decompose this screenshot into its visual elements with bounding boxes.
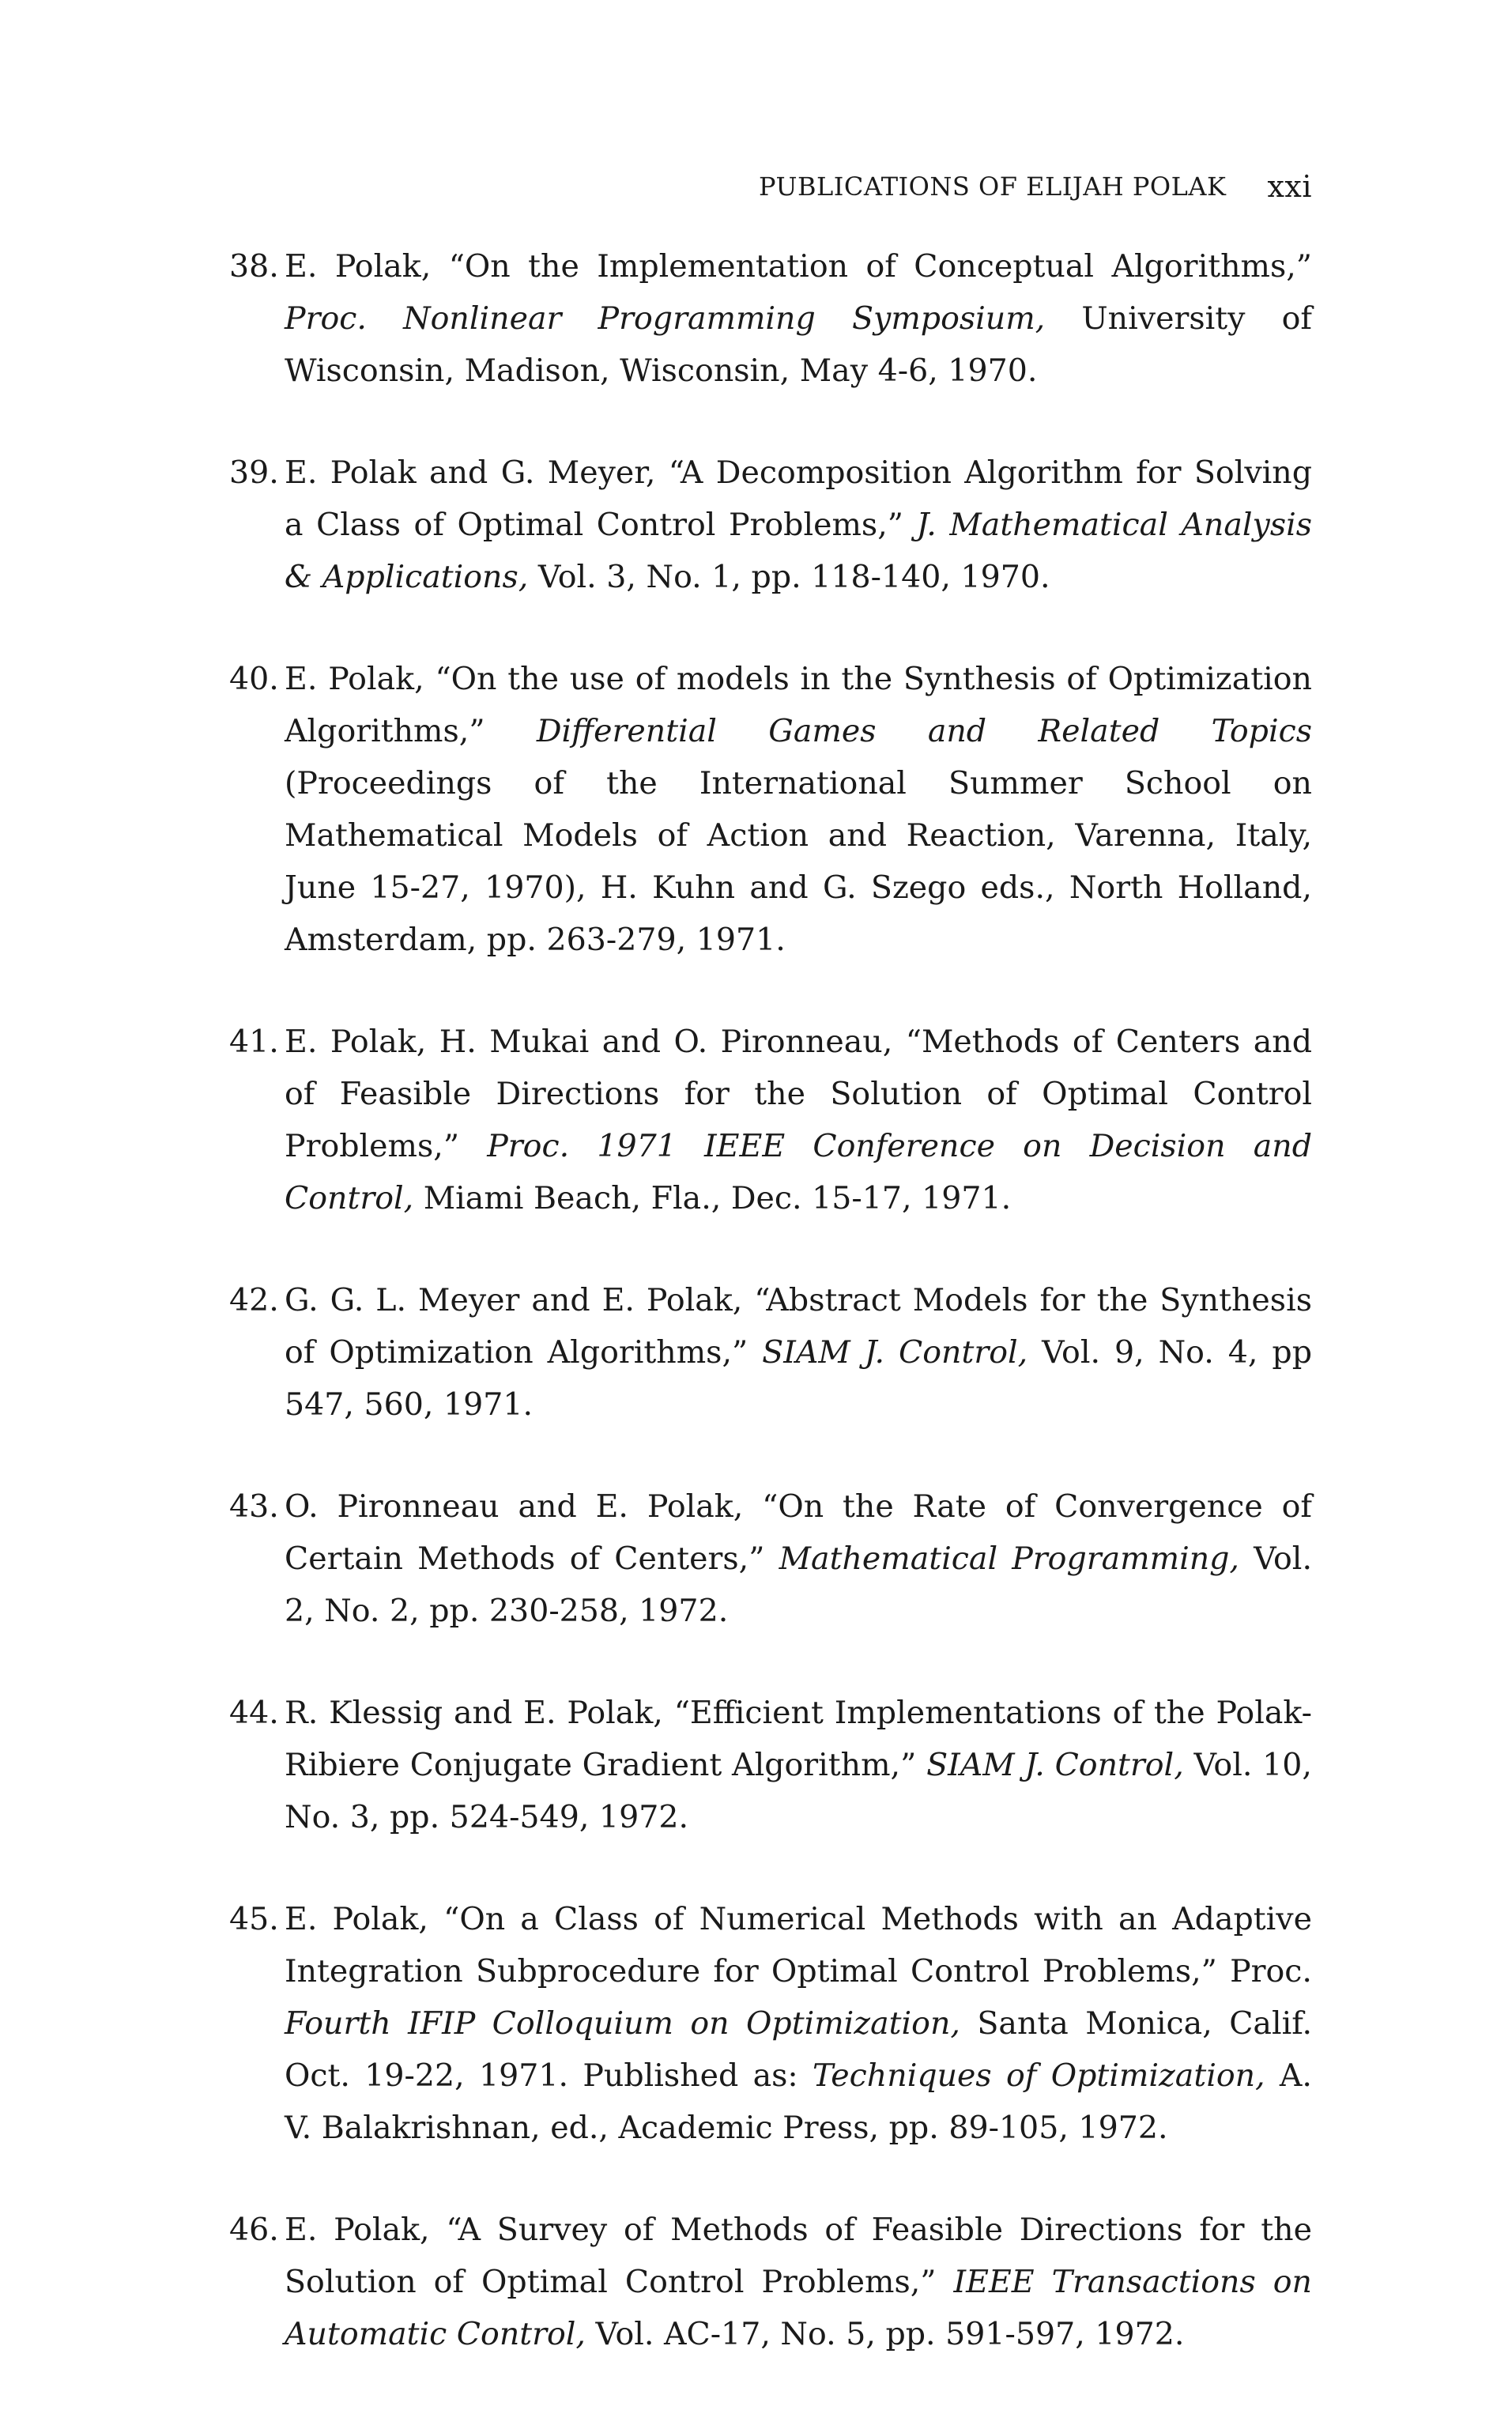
reference-segment: University of Wisconsin, Madison, Wisconsin, May 4-6, 1970. bbox=[285, 300, 1312, 389]
reference-segment: E. Polak, “A Survey of Methods of Feasible Directions for the Solution of Optimal Control Problems,” bbox=[285, 2212, 1312, 2300]
reference-source-italic: Differential Games and Related Topics bbox=[536, 713, 1312, 749]
reference-segment: Vol. 2, No. 2, pp. 230-258, 1972. bbox=[285, 1541, 1313, 1629]
reference-text bbox=[285, 1488, 1312, 1629]
reference-source-italic: Proc. 1971 IEEE Conference on Decision and Control, bbox=[285, 1128, 1312, 1216]
reference-text bbox=[285, 2212, 1312, 2352]
reference-segment: E. Polak, “On the use of models in the Synthesis of Optimization Algorithms,” bbox=[285, 661, 1312, 749]
reference-source-italic: Proc. Nonlinear Programming Symposium, bbox=[285, 300, 1046, 337]
reference-text bbox=[285, 1024, 1312, 1216]
reference-segment: G. G. L. Meyer and E. Polak, “Abstract Models for the Synthesis of Optimization Algorithms,” bbox=[285, 1282, 1312, 1371]
reference-segment: Vol. 9, No. 4, pp 547, 560, 1971. bbox=[285, 1334, 1312, 1423]
reference-number: 39. bbox=[229, 454, 279, 491]
reference-segment: A. V. Balakrishnan, ed., Academic Press, pp. 89-105, 1972. bbox=[285, 2057, 1312, 2146]
reference-text bbox=[285, 454, 1312, 595]
reference-item bbox=[229, 1274, 1312, 1431]
reference-text bbox=[285, 661, 1312, 958]
reference-segment: Santa Monica, Calif. Oct. 19-22, 1971. Published as: bbox=[285, 2005, 1312, 2094]
page-number: xxi bbox=[1267, 169, 1312, 204]
reference-item bbox=[229, 1016, 1312, 1224]
reference-item bbox=[229, 1893, 1312, 2154]
reference-segment: E. Polak, “On a Class of Numerical Methods with an Adaptive Integration Subprocedure for Optimal Control Problems,” Proc. bbox=[285, 1901, 1312, 1989]
reference-source-italic: SIAM J. Control, bbox=[926, 1747, 1184, 1783]
reference-number: 44. bbox=[229, 1695, 279, 1731]
reference-segment: Vol. 3, No. 1, pp. 118-140, 1970. bbox=[528, 559, 1050, 595]
reference-text bbox=[285, 1282, 1312, 1423]
reference-segment: E. Polak, “On the Implementation of Conceptual Algorithms,” bbox=[285, 248, 1312, 285]
reference-number: 41. bbox=[229, 1024, 279, 1060]
reference-number: 43. bbox=[229, 1488, 279, 1525]
reference-source-italic: IEEE Transactions on Automatic Control, bbox=[285, 2264, 1312, 2352]
running-title: PUBLICATIONS OF ELIJAH POLAK bbox=[759, 172, 1227, 202]
reference-item bbox=[229, 1687, 1312, 1843]
reference-source-italic: J. Mathematical Analysis & Applications, bbox=[285, 507, 1312, 595]
reference-segment: (Proceedings of the International Summer School on Mathematical Models of Action and Reaction, Varenna, Italy, June 15-27, 1970), H. Kuhn and G. Szego eds., North Holland, Amsterdam, pp. 263-279, 1971. bbox=[285, 765, 1312, 958]
reference-item bbox=[229, 1480, 1312, 1637]
reference-item bbox=[229, 653, 1312, 966]
reference-source-italic: Techniques of Optimization, bbox=[813, 2057, 1265, 2094]
reference-segment: Vol. AC-17, No. 5, pp. 591-597, 1972. bbox=[585, 2316, 1185, 2352]
reference-text bbox=[285, 248, 1312, 389]
reference-segment: Miami Beach, Fla., Dec. 15-17, 1971. bbox=[413, 1180, 1012, 1216]
reference-number: 38. bbox=[229, 248, 279, 285]
reference-source-italic: Fourth IFIP Colloquium on Optimization, bbox=[285, 2005, 960, 2042]
reference-number: 42. bbox=[229, 1282, 279, 1318]
reference-text bbox=[285, 1695, 1312, 1835]
reference-source-italic: SIAM J. Control, bbox=[762, 1334, 1028, 1371]
reference-number: 45. bbox=[229, 1901, 279, 1937]
reference-segment: Vol. 10, No. 3, pp. 524-549, 1972. bbox=[285, 1747, 1312, 1835]
reference-segment: R. Klessig and E. Polak, “Efficient Implementations of the Polak-Ribiere Conjugate Gradient Algorithm,” bbox=[285, 1695, 1312, 1783]
reference-item bbox=[229, 2204, 1312, 2360]
reference-number: 46. bbox=[229, 2212, 279, 2248]
reference-segment: E. Polak and G. Meyer, “A Decomposition Algorithm for Solving a Class of Optimal Control Problems,” bbox=[285, 454, 1312, 543]
reference-list bbox=[229, 240, 1312, 2410]
reference-item bbox=[229, 240, 1312, 397]
running-header bbox=[759, 169, 1312, 204]
reference-item bbox=[229, 447, 1312, 603]
reference-source-italic: Mathematical Programming, bbox=[779, 1541, 1239, 1577]
reference-segment: E. Polak, H. Mukai and O. Pironneau, “Methods of Centers and of Feasible Directions for the Solution of Optimal Control Problems,” bbox=[285, 1024, 1312, 1164]
reference-text bbox=[285, 1901, 1312, 2146]
reference-number: 40. bbox=[229, 661, 279, 697]
reference-segment: O. Pironneau and E. Polak, “On the Rate of Convergence of Certain Methods of Centers,” bbox=[285, 1488, 1312, 1577]
